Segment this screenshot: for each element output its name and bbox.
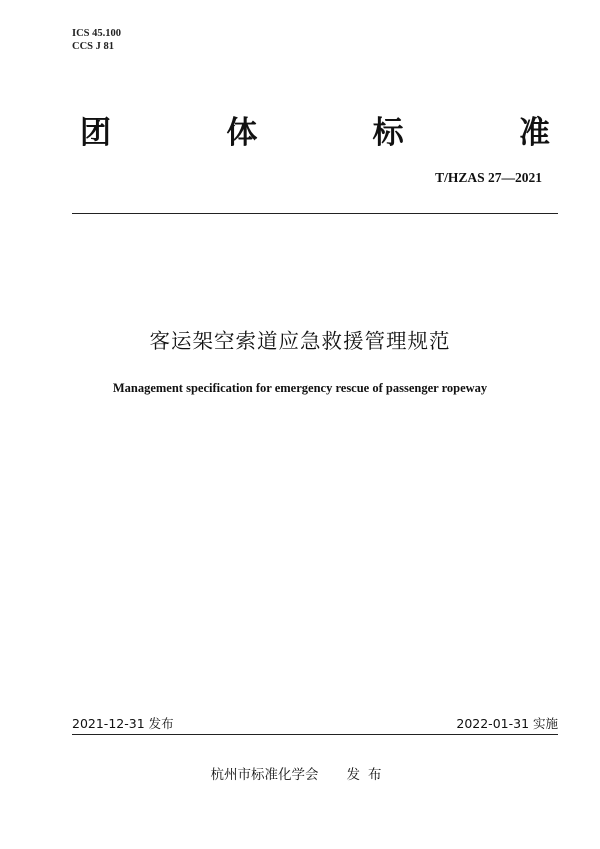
- bottom-divider: [72, 734, 558, 735]
- publisher-name: 杭州市标准化学会: [210, 767, 319, 783]
- heading-char: 准: [518, 114, 550, 151]
- top-divider: [72, 213, 558, 214]
- heading-char: 标: [372, 114, 404, 151]
- chinese-title: 客运架空索道应急救援管理规范: [149, 329, 451, 353]
- heading-char: 体: [226, 114, 258, 151]
- publisher-line: [0, 763, 600, 783]
- classification-codes: [72, 27, 121, 53]
- heading-char: 团: [80, 114, 111, 151]
- ccs-code: CCS J 81: [72, 41, 115, 52]
- implementation-date: 2022-01-31 实施: [456, 716, 558, 731]
- issue-date: 2021-12-31 发布: [72, 716, 174, 731]
- publish-action: 发布: [346, 767, 390, 783]
- english-title: Management specification for emergency rescue of passenger ropeway: [112, 381, 488, 395]
- standard-number: T/HZAS 27—2021: [435, 170, 542, 185]
- document-type-heading: [80, 104, 550, 154]
- ics-code: ICS 45.100: [72, 28, 122, 39]
